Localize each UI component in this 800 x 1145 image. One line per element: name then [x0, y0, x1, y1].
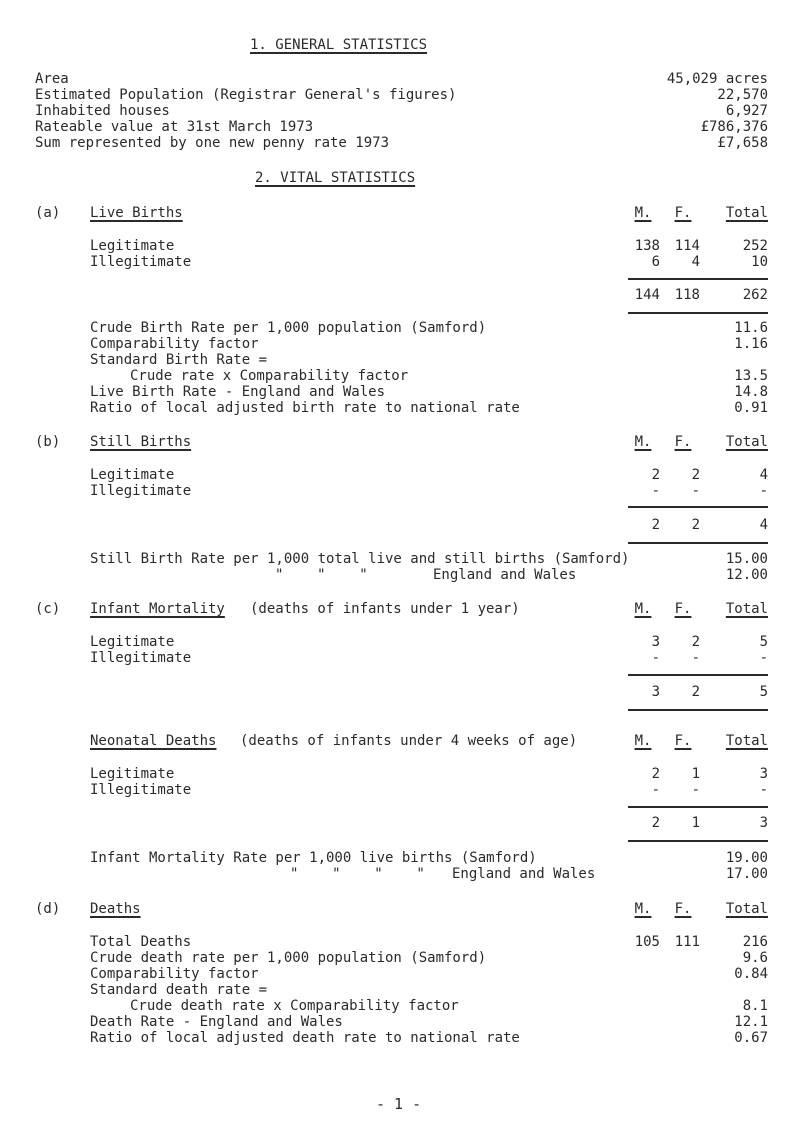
still-col-f: F. [674, 434, 692, 450]
still-birth-rate-value: 15.00 [725, 551, 768, 567]
live-births-rule-bottom [628, 312, 768, 314]
birth-ratio-value: 0.91 [734, 400, 768, 416]
houses-value: 6,927 [725, 103, 768, 119]
still-national-ditto: " " " [275, 567, 368, 583]
live-births-letter: (a) [35, 205, 61, 221]
neonatal-col-f: F. [674, 733, 692, 749]
death-rate-ew-value: 12.1 [734, 1014, 768, 1030]
deaths-title: Deaths [90, 901, 141, 917]
infant-total-f: 2 [691, 684, 700, 700]
death-comparability-label: Comparability factor [90, 966, 259, 982]
still-illegit-label: Illegitimate [90, 483, 192, 499]
neonatal-illegit-label: Illegitimate [90, 782, 192, 798]
neonatal-illegit-f: - [691, 782, 700, 798]
houses-label: Inhabited houses [35, 103, 170, 119]
total-deaths-total: 216 [742, 934, 768, 950]
still-births-rule-top [628, 506, 768, 508]
death-ratio-label: Ratio of local adjusted death rate to national rate [90, 1030, 520, 1046]
live-legit-f: 114 [674, 238, 700, 254]
crude-birth-rate-label: Crude Birth Rate per 1,000 population (Samford) [90, 320, 487, 336]
live-legit-total: 252 [742, 238, 768, 254]
infant-national-label: England and Wales [452, 866, 596, 882]
still-col-total: Total [725, 434, 768, 450]
infant-total-total: 5 [759, 684, 768, 700]
still-legit-total: 4 [759, 467, 768, 483]
neonatal-title: Neonatal Deaths [90, 733, 217, 749]
live-legit-label: Legitimate [90, 238, 175, 254]
infant-mortality-subtitle: (deaths of infants under 1 year) [250, 601, 520, 617]
death-crude-x-factor-label: Crude death rate x Comparability factor [130, 998, 459, 1014]
infant-legit-m: 3 [651, 634, 660, 650]
col-total-header: Total [725, 205, 768, 221]
live-total-total: 262 [742, 287, 768, 303]
still-illegit-total: - [759, 483, 768, 499]
infant-rule-top [628, 674, 768, 676]
still-total-total: 4 [759, 517, 768, 533]
death-rate-ew-label: Death Rate - England and Wales [90, 1014, 343, 1030]
standard-birth-rate-label: Standard Birth Rate = [90, 352, 268, 368]
infant-national-ditto: " " " " [290, 866, 425, 882]
total-deaths-f: 111 [674, 934, 700, 950]
still-total-f: 2 [691, 517, 700, 533]
infant-col-f: F. [674, 601, 692, 617]
infant-rule-bottom [628, 709, 768, 711]
deaths-col-total: Total [725, 901, 768, 917]
infant-total-m: 3 [651, 684, 660, 700]
still-col-m: M. [634, 434, 652, 450]
still-national-value: 12.00 [725, 567, 768, 583]
neonatal-total-m: 2 [651, 815, 660, 831]
birth-comparability-value: 1.16 [734, 336, 768, 352]
live-total-m: 144 [634, 287, 660, 303]
infant-col-total: Total [725, 601, 768, 617]
rateable-label: Rateable value at 31st March 1973 [35, 119, 314, 135]
penny-rate-value: £7,658 [717, 135, 768, 151]
area-value: 45,029 acres [666, 71, 768, 87]
birth-comparability-label: Comparability factor [90, 336, 259, 352]
birth-crude-x-factor-label: Crude rate x Comparability factor [130, 368, 409, 384]
still-births-title: Still Births [90, 434, 192, 450]
still-legit-m: 2 [651, 467, 660, 483]
live-legit-m: 138 [634, 238, 660, 254]
neonatal-illegit-m: - [651, 782, 660, 798]
general-statistics-heading: 1. GENERAL STATISTICS [250, 37, 428, 53]
crude-death-rate-label: Crude death rate per 1,000 population (Samford) [90, 950, 487, 966]
crude-birth-rate-value: 11.6 [734, 320, 768, 336]
death-ratio-value: 0.67 [734, 1030, 768, 1046]
neonatal-rule-top [628, 806, 768, 808]
deaths-col-m: M. [634, 901, 652, 917]
birth-ratio-label: Ratio of local adjusted birth rate to national rate [90, 400, 520, 416]
infant-mortality-rate-label: Infant Mortality Rate per 1,000 live births (Samford) [90, 850, 537, 866]
live-birth-rate-ew-label: Live Birth Rate - England and Wales [90, 384, 386, 400]
still-national-label: England and Wales [433, 567, 577, 583]
still-illegit-m: - [651, 483, 660, 499]
infant-legit-total: 5 [759, 634, 768, 650]
neonatal-total-f: 1 [691, 815, 700, 831]
infant-illegit-label: Illegitimate [90, 650, 192, 666]
col-m-header: M. [634, 205, 652, 221]
neonatal-rule-bottom [628, 840, 768, 842]
birth-crude-x-factor-value: 13.5 [734, 368, 768, 384]
infant-legit-label: Legitimate [90, 634, 175, 650]
death-comparability-value: 0.84 [734, 966, 768, 982]
infant-legit-f: 2 [691, 634, 700, 650]
area-label: Area [35, 71, 69, 87]
infant-col-m: M. [634, 601, 652, 617]
infant-mortality-title: Infant Mortality [90, 601, 225, 617]
vital-statistics-heading: 2. VITAL STATISTICS [255, 170, 416, 186]
neonatal-col-total: Total [725, 733, 768, 749]
standard-death-rate-label: Standard death rate = [90, 982, 268, 998]
infant-illegit-total: - [759, 650, 768, 666]
page-number: - 1 - [376, 1095, 422, 1113]
infant-illegit-m: - [651, 650, 660, 666]
live-births-title: Live Births [90, 205, 183, 221]
live-illegit-f: 4 [691, 254, 700, 270]
col-f-header: F. [674, 205, 692, 221]
live-illegit-total: 10 [751, 254, 768, 270]
still-legit-f: 2 [691, 467, 700, 483]
deaths-col-f: F. [674, 901, 692, 917]
neonatal-total-total: 3 [759, 815, 768, 831]
rateable-value: £786,376 [700, 119, 768, 135]
infant-national-value: 17.00 [725, 866, 768, 882]
population-label: Estimated Population (Registrar General's figures) [35, 87, 457, 103]
neonatal-legit-f: 1 [691, 766, 700, 782]
still-legit-label: Legitimate [90, 467, 175, 483]
infant-mortality-rate-value: 19.00 [725, 850, 768, 866]
population-value: 22,570 [717, 87, 768, 103]
penny-rate-label: Sum represented by one new penny rate 1973 [35, 135, 390, 151]
still-illegit-f: - [691, 483, 700, 499]
crude-death-rate-value: 9.6 [742, 950, 768, 966]
live-illegit-m: 6 [651, 254, 660, 270]
infant-illegit-f: - [691, 650, 700, 666]
neonatal-col-m: M. [634, 733, 652, 749]
still-births-rule-bottom [628, 542, 768, 544]
neonatal-subtitle: (deaths of infants under 4 weeks of age) [240, 733, 578, 749]
total-deaths-m: 105 [634, 934, 660, 950]
still-births-letter: (b) [35, 434, 61, 450]
neonatal-legit-label: Legitimate [90, 766, 175, 782]
deaths-letter: (d) [35, 901, 61, 917]
live-birth-rate-ew-value: 14.8 [734, 384, 768, 400]
infant-mortality-letter: (c) [35, 601, 61, 617]
neonatal-legit-m: 2 [651, 766, 660, 782]
death-crude-x-factor-value: 8.1 [742, 998, 768, 1014]
live-total-f: 118 [674, 287, 700, 303]
neonatal-illegit-total: - [759, 782, 768, 798]
live-births-rule-top [628, 278, 768, 280]
still-total-m: 2 [651, 517, 660, 533]
live-illegit-label: Illegitimate [90, 254, 192, 270]
neonatal-legit-total: 3 [759, 766, 768, 782]
total-deaths-label: Total Deaths [90, 934, 192, 950]
still-birth-rate-label: Still Birth Rate per 1,000 total live and still births (Samford) [90, 551, 630, 567]
